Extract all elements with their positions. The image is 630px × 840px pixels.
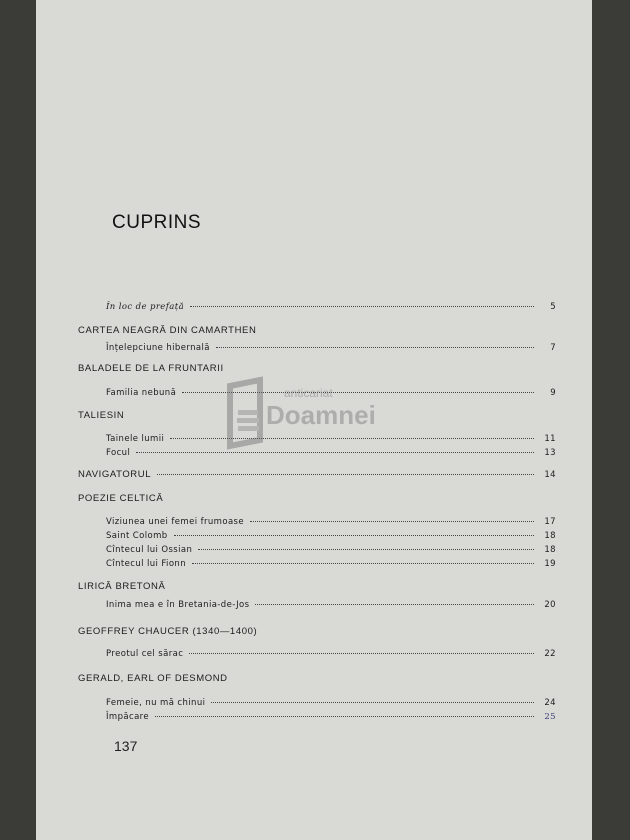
dot-leader bbox=[211, 702, 534, 703]
toc-page-number: 18 bbox=[544, 531, 556, 541]
dot-leader bbox=[157, 474, 534, 475]
toc-entry-label: Saint Colomb bbox=[106, 531, 168, 541]
dot-leader bbox=[190, 306, 534, 307]
watermark-brand-text: Doamnei bbox=[266, 400, 376, 430]
toc-section-heading: NAVIGATORUL bbox=[78, 469, 152, 480]
toc-section-heading: GEOFFREY CHAUCER (1340—1400) bbox=[78, 626, 258, 637]
toc-page-number: 20 bbox=[544, 600, 556, 610]
toc-entry bbox=[78, 529, 556, 543]
toc-entry-label: Inima mea e în Bretania-de-Jos bbox=[106, 600, 250, 610]
toc-page-number: 22 bbox=[544, 649, 556, 659]
toc-section-heading: GERALD, EARL OF DESMOND bbox=[78, 673, 228, 684]
toc-page-number: 5 bbox=[550, 302, 556, 312]
toc-entry bbox=[78, 696, 556, 710]
page-title: CUPRINS bbox=[112, 212, 202, 233]
book-stack-icon bbox=[230, 380, 260, 446]
toc-section-heading: BALADELE DE LA FRUNTARII bbox=[78, 363, 224, 374]
toc-entry-label: Familia nebună bbox=[106, 388, 177, 398]
toc-page-number: 19 bbox=[544, 559, 556, 569]
toc-entry-label: Înțelepciune hibernală bbox=[106, 343, 210, 353]
toc-entry-label: Femeie, nu mă chinui bbox=[106, 698, 206, 708]
watermark-small-text: anticariat bbox=[284, 386, 333, 400]
toc-page-number: 11 bbox=[544, 434, 556, 444]
toc-entry-label: Cîntecul lui Ossian bbox=[106, 545, 193, 555]
dot-leader bbox=[250, 521, 534, 522]
toc-entry-label: Împăcare bbox=[106, 712, 150, 722]
toc-section-heading: CARTEA NEAGRĂ DIN CAMARTHEN bbox=[78, 325, 257, 336]
toc-page-number: 7 bbox=[550, 343, 556, 353]
toc-entry bbox=[78, 647, 556, 661]
toc-entry-label: Cîntecul lui Fionn bbox=[106, 559, 186, 569]
toc-page-number: 13 bbox=[544, 448, 556, 458]
toc-entry bbox=[78, 300, 556, 314]
page-number: 137 bbox=[114, 738, 138, 754]
dot-leader bbox=[189, 653, 534, 654]
toc-page-number: 24 bbox=[544, 698, 556, 708]
toc-section-heading: POEZIE CELTICĂ bbox=[78, 493, 164, 504]
toc-entry bbox=[78, 515, 556, 529]
dot-leader bbox=[192, 563, 534, 564]
toc-entry bbox=[78, 557, 556, 571]
toc-page-number: 9 bbox=[550, 388, 556, 398]
dot-leader bbox=[174, 535, 534, 536]
toc-entry bbox=[78, 543, 556, 557]
toc-entry bbox=[78, 341, 556, 355]
toc-entry-label: În loc de prefață bbox=[106, 302, 185, 312]
dot-leader bbox=[198, 549, 534, 550]
toc-entry-label: Focul bbox=[106, 448, 131, 458]
toc-entry-label: Viziunea unei femei frumoase bbox=[106, 517, 245, 527]
toc-section-heading: LIRICĂ BRETONĂ bbox=[78, 581, 166, 592]
watermark-logo bbox=[224, 376, 394, 456]
toc-entry bbox=[78, 710, 556, 724]
toc-section-entry bbox=[78, 468, 556, 482]
toc-entry-label: Tainele lumii bbox=[106, 434, 165, 444]
dot-leader bbox=[255, 604, 534, 605]
toc-entry-label: Preotul cel sărac bbox=[106, 649, 184, 659]
dot-leader bbox=[216, 347, 534, 348]
toc-page-number: 14 bbox=[544, 470, 556, 480]
dot-leader bbox=[155, 716, 534, 717]
toc-section-heading: TALIESIN bbox=[78, 410, 125, 421]
toc-page-number: 25 bbox=[544, 712, 556, 722]
toc-page-number: 17 bbox=[544, 517, 556, 527]
toc-entry bbox=[78, 598, 556, 612]
toc-page-number: 18 bbox=[544, 545, 556, 555]
